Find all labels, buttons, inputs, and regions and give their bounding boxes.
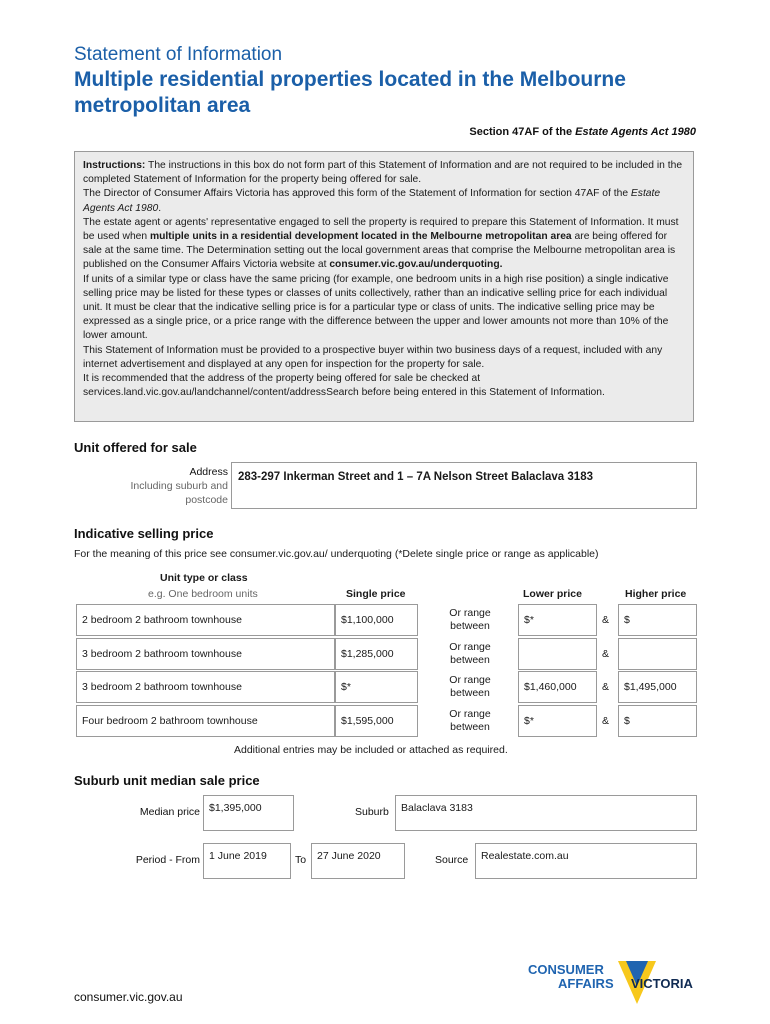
instructions-p1 (83, 159, 687, 187)
median-price-field[interactable]: $1,395,000 (203, 795, 294, 831)
single-price-cell[interactable]: $* (335, 671, 418, 703)
period-from-field[interactable]: 1 June 2019 (203, 843, 291, 879)
instructions-p3c: are being offered for sale at the same time. The Determination setting out the local government areas that comprise the Melbourne metropolitan area is published on the Consumer Affairs Victoria website at (83, 231, 676, 271)
instructions-p3d: consumer.vic.gov.au/underquoting. (329, 259, 503, 271)
suburb-label: Suburb (355, 806, 389, 818)
address-sublabel-1: Including suburb and (130, 480, 228, 492)
higher-price-cell[interactable]: $ (618, 604, 697, 636)
col-unit-example: e.g. One bedroom units (148, 588, 258, 600)
or-range-line-1: Or range (449, 674, 491, 686)
instructions-p3b: multiple units in a residential development located in the Melbourne metropolitan area (149, 231, 572, 243)
single-price-cell[interactable]: $1,100,000 (335, 604, 418, 636)
median-heading: Suburb unit median sale price (74, 773, 260, 788)
or-range-line-2: between (450, 721, 490, 733)
unit-type-cell[interactable]: Four bedroom 2 bathroom townhouse (76, 705, 335, 737)
col-higher-header: Higher price (625, 588, 687, 600)
logo-graphic (528, 958, 703, 1008)
additional-entries-note: Additional entries may be included or attached as required. (234, 744, 508, 756)
logo-line1: CONSUMER (528, 962, 604, 977)
lower-price-cell[interactable]: $* (518, 705, 597, 737)
lower-price-cell[interactable]: $1,460,000 (518, 671, 597, 703)
period-to-field[interactable]: 27 June 2020 (311, 843, 405, 879)
unit-type-cell[interactable]: 3 bedroom 2 bathroom townhouse (76, 671, 335, 703)
doc-kicker: Statement of Information (74, 44, 283, 65)
higher-price-cell[interactable]: $1,495,000 (618, 671, 697, 703)
instructions-p2c: . (158, 202, 162, 214)
unit-type-cell[interactable]: 3 bedroom 2 bathroom townhouse (76, 638, 335, 670)
or-range-label (440, 708, 500, 734)
or-range-line-1: Or range (449, 641, 491, 653)
instructions-p5: This Statement of Information must be provided to a prospective buyer within two business days of a request, included with any internet advertisement and displayed at any open for inspection for the property for sale. (83, 344, 663, 370)
source-label: Source (435, 854, 469, 866)
logo-line3: VICTORIA (631, 976, 693, 991)
footer-website: consumer.vic.gov.au (74, 990, 183, 1004)
higher-price-cell[interactable]: $ (618, 705, 697, 737)
instructions-label: Instructions: (83, 160, 146, 171)
section-act: Estate Agents Act 1980 (575, 126, 696, 138)
page-title: Multiple residential properties located in the Melbourne metropolitan area (74, 68, 626, 117)
unit-offered-heading: Unit offered for sale (74, 440, 197, 455)
indicative-note: For the meaning of this price see consumer.vic.gov.au/ underquoting (*Delete single price or range as applicable) (74, 548, 599, 560)
period-to-label: To (295, 854, 307, 866)
or-range-line-2: between (450, 687, 490, 699)
suburb-field[interactable]: Balaclava 3183 (395, 795, 697, 831)
higher-price-cell[interactable] (618, 638, 697, 670)
single-price-cell[interactable]: $1,595,000 (335, 705, 418, 737)
range-ampersand: & (602, 648, 610, 660)
instructions-p4: If units of a similar type or class have the same pricing (for example, one bedroom units in a high rise position) a single indicative selling price may be listed for these types or classes of units collectively, rather than an indicative selling price for each individual unit. It must be clear that the indicative selling price is for a particular type or class of units. The indicative selling price may be expressed as a single price, or a price range with the difference between the upper and lower amounts not more than 10% of the lower amount. (83, 273, 669, 342)
col-single-header: Single price (346, 588, 406, 600)
or-range-label (440, 641, 500, 667)
median-price-label: Median price (139, 806, 200, 818)
source-field[interactable]: Realestate.com.au (475, 843, 697, 879)
address-sublabel-2: postcode (185, 494, 228, 506)
col-unit-header: Unit type or class (160, 572, 248, 584)
instructions-p1-text: The instructions in this box do not form part of this Statement of Information and are not required to be included in the completed Statement of Information for the property being offered for sale. (83, 160, 683, 186)
instructions-p3 (83, 216, 687, 273)
instructions-p2a: The Director of Consumer Affairs Victoria has approved this form of the Statement of Information for section 47AF of the (83, 188, 631, 200)
instructions-box (74, 151, 694, 422)
range-ampersand: & (602, 715, 610, 727)
single-price-cell[interactable]: $1,285,000 (335, 638, 418, 670)
address-field[interactable]: 283-297 Inkerman Street and 1 – 7A Nelson Street Balaclava 3183 (231, 462, 697, 509)
or-range-label (440, 607, 500, 633)
or-range-label (440, 674, 500, 700)
section-reference (469, 126, 696, 138)
range-ampersand: & (602, 681, 610, 693)
lower-price-cell[interactable] (518, 638, 597, 670)
col-lower-header: Lower price (523, 588, 582, 600)
indicative-heading: Indicative selling price (74, 526, 214, 541)
instructions-p2 (83, 187, 687, 215)
section-prefix: Section 47AF of the (469, 126, 576, 138)
or-range-line-2: between (450, 620, 490, 632)
instructions-p3a: The estate agent or agents' representative engaged to sell the property is required to prepare this Statement of Information. It must be used when (83, 216, 679, 243)
or-range-line-1: Or range (449, 607, 491, 619)
range-ampersand: & (602, 614, 610, 626)
instructions-p6: It is recommended that the address of the property being offered for sale be checked at services.land.vic.gov.au/landchannel/content/addressSearch before being entered in this Statement of Information. (83, 373, 605, 399)
instructions-p2b: Estate Agents Act 1980 (83, 188, 661, 214)
or-range-line-2: between (450, 654, 490, 666)
period-from-label: Period - From (135, 854, 200, 866)
consumer-affairs-logo (528, 958, 703, 1013)
or-range-line-1: Or range (449, 708, 491, 720)
logo-line2: AFFAIRS (558, 976, 614, 991)
lower-price-cell[interactable]: $* (518, 604, 597, 636)
unit-type-cell[interactable]: 2 bedroom 2 bathroom townhouse (76, 604, 335, 636)
address-label: Address (189, 466, 228, 478)
